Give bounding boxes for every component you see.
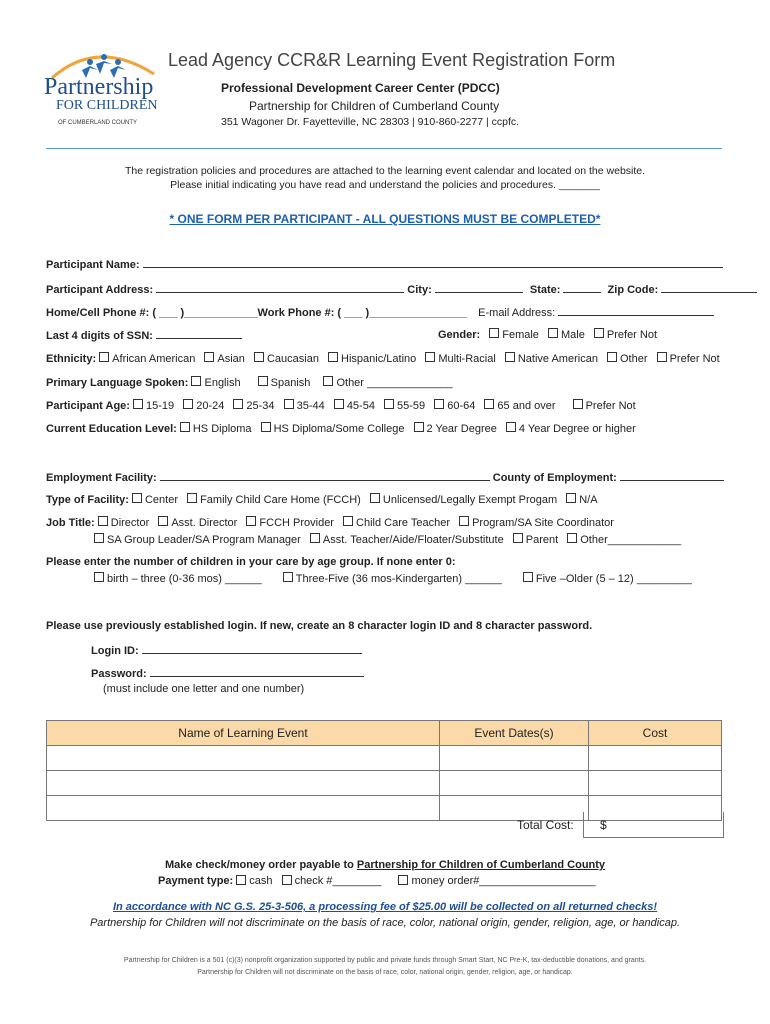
email-field[interactable] [558, 305, 714, 316]
gender-option: Male [560, 329, 585, 341]
gender-option: Female [502, 329, 539, 341]
facility-type-label: Type of Facility: [46, 494, 132, 506]
job-title-label: Job Title: [46, 517, 98, 529]
table-header-row [47, 721, 722, 746]
table-row [47, 746, 722, 771]
education-label: Current Education Level: [46, 423, 180, 435]
facility-field[interactable] [160, 470, 490, 481]
job-option: Parent [525, 534, 559, 546]
city-label: City: [407, 284, 435, 296]
nondiscrimination-notice: Partnership for Children will not discriminate on the basis of race, color, national origin, gender, religion, age, or handicap. [89, 917, 681, 929]
facility-type-option: Family Child Care Home (FCCH) [200, 494, 361, 506]
checkbox[interactable] [261, 422, 271, 432]
checkbox[interactable] [328, 352, 338, 362]
checkbox[interactable] [180, 422, 190, 432]
notice: * ONE FORM PER PARTICIPANT - ALL QUESTIONS MUST BE COMPLETED* [169, 212, 601, 226]
checkbox[interactable] [283, 572, 293, 582]
checkbox[interactable] [566, 493, 576, 503]
children-option: Five –Older (5 – 12) _________ [535, 573, 692, 585]
ethnicity-option: Caucasian [266, 353, 319, 365]
checkbox[interactable] [343, 516, 353, 526]
org-address: 351 Wagoner Dr. Fayetteville, NC 28303 | 910-860-2277 | ccpfc. [221, 116, 520, 128]
password-note: (must include one letter and one number) [103, 683, 305, 695]
checkbox[interactable] [434, 399, 444, 409]
job-option: FCCH Provider [259, 517, 334, 529]
children-row [94, 572, 692, 585]
age-option: 20-24 [196, 400, 225, 412]
ethnicity-label: Ethnicity: [46, 353, 100, 365]
age-option: 15-19 [146, 400, 175, 412]
checkbox[interactable] [158, 516, 168, 526]
col-event-dates: Event Dates(s) [440, 721, 589, 746]
language-label: Primary Language Spoken: [46, 377, 192, 389]
form-title: Lead Agency CCR&R Learning Event Registration Form [168, 50, 616, 70]
checkbox[interactable] [254, 352, 264, 362]
checkbox[interactable] [282, 875, 292, 885]
gender-label: Gender: [438, 329, 484, 341]
ethnicity-option: Other [620, 353, 648, 365]
checkbox[interactable] [484, 399, 494, 409]
age-option: 65 and over [497, 400, 556, 412]
participant-address-row [46, 282, 757, 296]
county-field[interactable] [620, 470, 724, 481]
age-option: Prefer Not [585, 400, 636, 412]
login-id-row [91, 643, 362, 657]
payment-type-row [158, 875, 596, 887]
age-option: 25-34 [246, 400, 275, 412]
age-option: 55-59 [397, 400, 426, 412]
age-row [46, 399, 636, 412]
total-cost-cell[interactable] [583, 812, 724, 838]
language-option: Spanish [270, 377, 311, 389]
payable-to: Partnership for Children of Cumberland County [356, 859, 606, 871]
checkbox[interactable] [548, 328, 558, 338]
total-cost-label: Total Cost: [517, 818, 574, 832]
children-label: Please enter the number of children in your care by age group. If none enter 0: [46, 556, 456, 568]
job-option: Child Care Teacher [356, 517, 451, 529]
checkbox[interactable] [94, 533, 104, 543]
ethnicity-option: Native American [517, 353, 598, 365]
checkbox[interactable] [414, 422, 424, 432]
event-dates-cell[interactable] [440, 796, 589, 821]
footer-line-2: Partnership for Children will not discriminate on the basis of race, color, national origin, gender, religion, age, or handicap. [197, 969, 573, 976]
language-row [46, 376, 453, 389]
age-option: 60-64 [447, 400, 476, 412]
education-row [46, 422, 636, 435]
cost-cell[interactable] [589, 771, 722, 796]
phone-row [46, 305, 714, 319]
checkbox[interactable] [132, 493, 142, 503]
state-label: State: [529, 284, 564, 296]
login-instruction: Please use previously established login. If new, create an 8 character login ID and 8 character password. [46, 620, 593, 632]
total-cost-value: $ [600, 818, 607, 832]
job-option: Other____________ [580, 534, 682, 546]
login-id-field[interactable] [142, 643, 362, 654]
checkbox[interactable] [133, 399, 143, 409]
ethnicity-option: Multi-Racial [438, 353, 496, 365]
header-divider [46, 148, 722, 149]
phone-label[interactable]: Home/Cell Phone #: ( ___ )____________Work Phone #: ( ___ )________________ [46, 307, 468, 319]
checkbox[interactable] [567, 533, 577, 543]
col-event-name: Name of Learning Event [47, 721, 440, 746]
education-option: 2 Year Degree [426, 423, 497, 435]
facility-type-option: Unlicensed/Legally Exempt Progam [382, 494, 558, 506]
checkbox[interactable] [573, 399, 583, 409]
facility-type-option: Center [144, 494, 179, 506]
event-name-cell[interactable] [47, 796, 440, 821]
education-option: HS Diploma [192, 423, 252, 435]
ethnicity-option: Asian [217, 353, 245, 365]
checkbox[interactable] [94, 572, 104, 582]
ssn-label: Last 4 digits of SSN: [46, 330, 157, 342]
language-option: English [204, 377, 241, 389]
cost-cell[interactable] [589, 746, 722, 771]
facility-type-option: N/A [579, 494, 598, 506]
checkbox[interactable] [187, 493, 197, 503]
job-title-row-1 [46, 516, 614, 529]
footer-line-1: Partnership for Children is a 501 (c)(3) nonprofit organization supported by public and private funds through Smart Start, NC Pre-K, tax-deductible donations, and grants. [123, 957, 647, 964]
ethnicity-option: African American [112, 353, 196, 365]
gender-option: Prefer Not [606, 329, 658, 341]
checkbox[interactable] [459, 516, 469, 526]
education-option: 4 Year Degree or higher [518, 423, 636, 435]
checkbox[interactable] [523, 572, 533, 582]
event-dates-cell[interactable] [440, 746, 589, 771]
checkbox[interactable] [98, 516, 108, 526]
checkbox[interactable] [384, 399, 394, 409]
age-label: Participant Age: [46, 400, 133, 412]
ethnicity-option: Hispanic/Latino [341, 353, 417, 365]
participant-name-label: Participant Name: [46, 259, 143, 271]
password-row [91, 666, 364, 680]
ethnicity-option: Prefer Not [669, 353, 720, 365]
checkbox[interactable] [183, 399, 193, 409]
job-title-row-2 [94, 533, 681, 546]
logo-name: Partnership [44, 74, 154, 100]
payable-prefix: Make check/money order payable to [164, 859, 357, 871]
job-option: SA Group Leader/SA Program Manager [107, 534, 301, 546]
checkbox[interactable] [607, 352, 617, 362]
county-label: County of Employment: [492, 472, 620, 484]
org-line: Partnership for Children of Cumberland County [249, 99, 500, 113]
event-name-cell[interactable] [47, 771, 440, 796]
job-option: Asst. Teacher/Aide/Floater/Substitute [322, 534, 504, 546]
password-label: Password: [91, 668, 150, 680]
policy-line-2: Please initial indicating you have read and understand the policies and procedures. _______ [170, 179, 600, 191]
payment-option: money order#___________________ [411, 875, 596, 887]
logo-tag: OF CUMBERLAND COUNTY [58, 120, 138, 126]
events-table [46, 720, 722, 821]
checkbox[interactable] [258, 376, 268, 386]
children-option: Three-Five (36 mos-Kindergarten) ______ [295, 573, 502, 585]
payment-option: check #________ [294, 875, 382, 887]
participant-name-row [46, 257, 723, 271]
gender-options[interactable] [483, 329, 657, 341]
password-field[interactable] [150, 666, 364, 677]
facility-label: Employment Facility: [46, 472, 160, 484]
checkbox[interactable] [236, 875, 246, 885]
job-option: Program/SA Site Coordinator [472, 517, 614, 529]
city-field[interactable] [435, 282, 523, 293]
state-field[interactable] [563, 282, 601, 293]
logo-sub: FOR CHILDREN [56, 98, 158, 113]
education-option: HS Diploma/Some College [273, 423, 405, 435]
participant-address-field[interactable] [156, 282, 404, 293]
participant-address-label: Participant Address: [46, 284, 157, 296]
job-option: Asst. Director [171, 517, 238, 529]
age-option: 35-44 [296, 400, 325, 412]
checkbox[interactable] [246, 516, 256, 526]
payable-line [0, 859, 770, 871]
ssn-field[interactable] [156, 328, 242, 339]
checkbox[interactable] [489, 328, 499, 338]
facility-row [46, 470, 724, 484]
ethnicity-row [46, 352, 720, 365]
checkbox[interactable] [513, 533, 523, 543]
login-id-label: Login ID: [91, 645, 142, 657]
logo [42, 44, 167, 134]
email-label: E-mail Address: [478, 307, 559, 319]
checkbox[interactable] [594, 328, 604, 338]
form-subtitle: Professional Development Career Center (PDCC) [221, 81, 500, 95]
event-dates-cell[interactable] [440, 771, 589, 796]
children-option: birth – three (0-36 mos) ______ [107, 573, 262, 585]
event-name-cell[interactable] [47, 746, 440, 771]
checkbox[interactable] [323, 376, 333, 386]
payment-type-label: Payment type: [158, 875, 237, 887]
checkbox[interactable] [505, 352, 515, 362]
gender-row [438, 328, 657, 341]
checkbox[interactable] [657, 352, 667, 362]
facility-type-row [46, 493, 598, 506]
col-cost: Cost [589, 721, 722, 746]
checkbox[interactable] [310, 533, 320, 543]
checkbox[interactable] [398, 875, 408, 885]
zip-label: Zip Code: [607, 284, 662, 296]
zip-field[interactable] [661, 282, 757, 293]
participant-name-field[interactable] [143, 257, 723, 268]
checkbox[interactable] [204, 352, 214, 362]
policy-line-1: The registration policies and procedures are attached to the learning event calendar and located on the website. [124, 165, 646, 177]
checkbox[interactable] [506, 422, 516, 432]
checkbox[interactable] [334, 399, 344, 409]
table-row [47, 771, 722, 796]
age-option: 45-54 [346, 400, 375, 412]
checkbox[interactable] [191, 376, 201, 386]
payment-option: cash [249, 875, 273, 887]
checkbox[interactable] [425, 352, 435, 362]
checkbox[interactable] [284, 399, 294, 409]
checkbox[interactable] [233, 399, 243, 409]
job-option: Director [110, 517, 150, 529]
language-option: Other ______________ [336, 377, 453, 389]
checkbox[interactable] [99, 352, 109, 362]
ssn-row [46, 328, 242, 342]
checkbox[interactable] [370, 493, 380, 503]
fee-notice: In accordance with NC G.S. 25-3-506, a processing fee of $25.00 will be collected on all returned checks! [112, 901, 658, 913]
